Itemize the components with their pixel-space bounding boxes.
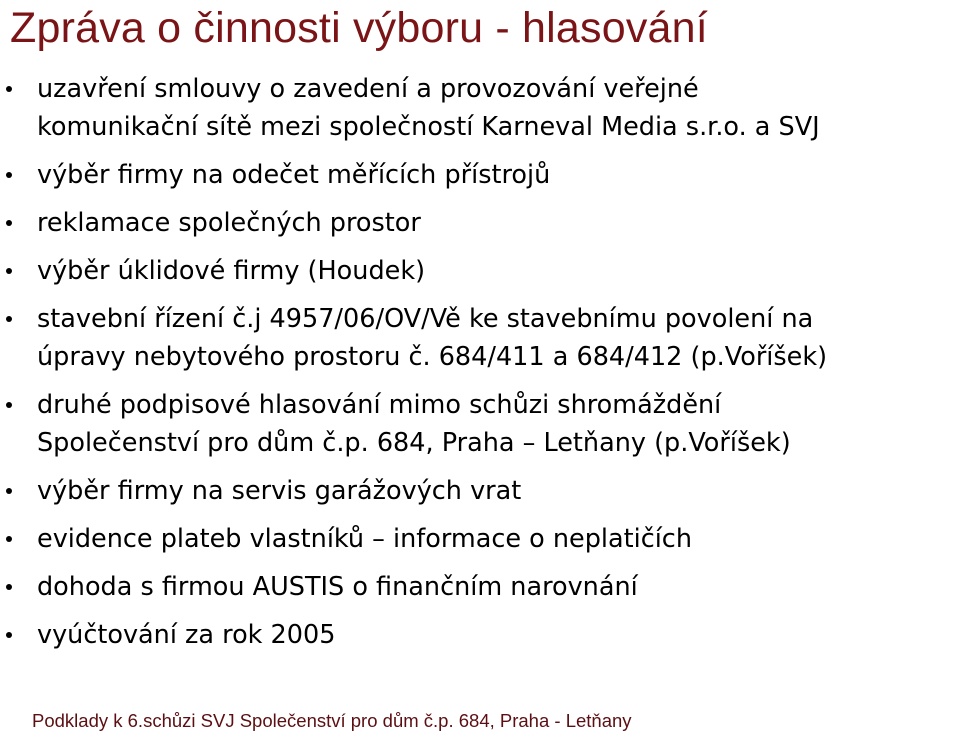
bullet-item bbox=[0, 616, 960, 654]
bullet-dot-icon bbox=[6, 220, 12, 226]
bullet-item bbox=[0, 156, 960, 194]
bullet-text-line: stavební řízení č.j 4957/06/OV/Vě ke stavebnímu povolení na bbox=[37, 304, 814, 334]
bullet-dot-icon bbox=[6, 536, 12, 542]
bullet-dot-icon bbox=[6, 584, 12, 590]
bullet-item bbox=[0, 386, 960, 462]
bullet-text-line: úpravy nebytového prostoru č. 684/411 a 684/412 (p.Voříšek) bbox=[37, 342, 828, 372]
bullet-text-line: uzavření smlouvy o zavedení a provozování veřejné bbox=[37, 74, 699, 104]
bullet-item bbox=[0, 252, 960, 290]
bullet-text-line: dohoda s firmou AUSTIS o finančním narovnání bbox=[37, 572, 638, 602]
bullet-dot-icon bbox=[6, 268, 12, 274]
bullet-item bbox=[0, 472, 960, 510]
bullet-text-line: vyúčtování za rok 2005 bbox=[37, 620, 336, 650]
bullet-item bbox=[0, 300, 960, 376]
bullet-list bbox=[0, 70, 960, 664]
bullet-dot-icon bbox=[6, 488, 12, 494]
bullet-dot-icon bbox=[6, 316, 12, 322]
bullet-text-line: reklamace společných prostor bbox=[37, 208, 421, 238]
bullet-item bbox=[0, 70, 960, 146]
slide-title: Zpráva o činnosti výboru - hlasování bbox=[10, 4, 708, 52]
bullet-dot-icon bbox=[6, 632, 12, 638]
bullet-item bbox=[0, 520, 960, 558]
bullet-dot-icon bbox=[6, 402, 12, 408]
bullet-text-line: evidence plateb vlastníků – informace o neplatičích bbox=[37, 524, 692, 554]
bullet-item bbox=[0, 204, 960, 242]
bullet-dot-icon bbox=[6, 86, 12, 92]
bullet-text-line: výběr firmy na servis garážových vrat bbox=[37, 476, 522, 506]
bullet-text-line: výběr firmy na odečet měřících přístrojů bbox=[37, 160, 551, 190]
bullet-dot-icon bbox=[6, 172, 12, 178]
bullet-text-line: druhé podpisové hlasování mimo schůzi shromáždění bbox=[37, 390, 722, 420]
bullet-text-line: Společenství pro dům č.p. 684, Praha – Letňany (p.Voříšek) bbox=[37, 428, 791, 458]
slide-footer: Podklady k 6.schůzi SVJ Společenství pro dům č.p. 684, Praha - Letňany bbox=[32, 710, 632, 731]
bullet-text-line: výběr úklidové firmy (Houdek) bbox=[37, 256, 426, 286]
bullet-item bbox=[0, 568, 960, 606]
bullet-text-line: komunikační sítě mezi společností Karneval Media s.r.o. a SVJ bbox=[37, 112, 820, 142]
